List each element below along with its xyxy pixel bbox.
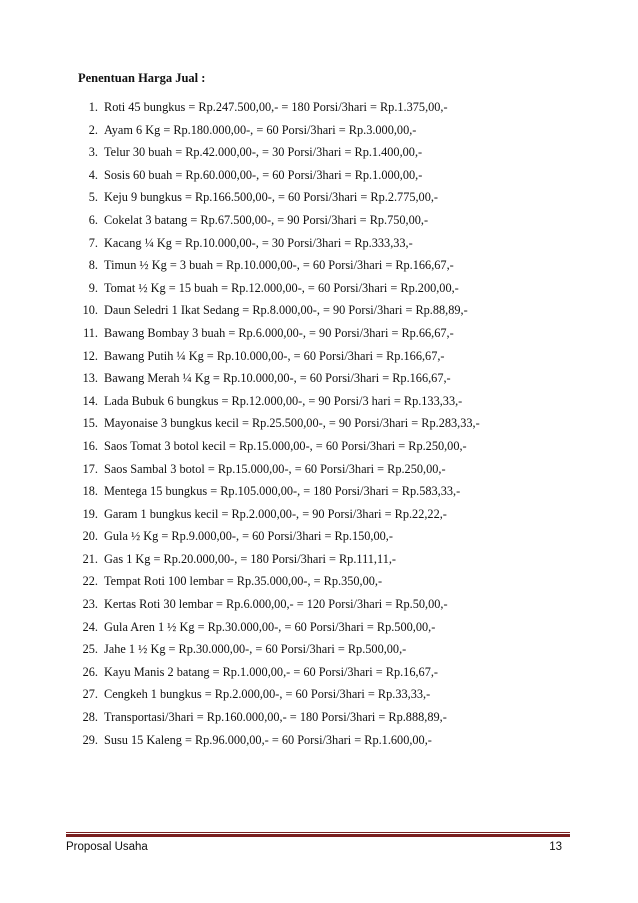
list-item bbox=[78, 277, 578, 300]
list-item bbox=[78, 412, 578, 435]
item-text: Mentega 15 bungkus = Rp.105.000,00-, = 180 Porsi/3hari = Rp.583,33,- bbox=[104, 484, 461, 499]
item-number: 27. bbox=[82, 687, 98, 702]
list-item bbox=[78, 593, 578, 616]
list-item bbox=[78, 367, 578, 390]
item-text: Mayonaise 3 bungkus kecil = Rp.25.500,00-, = 90 Porsi/3hari = Rp.283,33,- bbox=[104, 416, 480, 431]
list-item bbox=[78, 299, 578, 322]
item-text: Kayu Manis 2 batang = Rp.1.000,00,- = 60 Porsi/3hari = Rp.16,67,- bbox=[104, 664, 439, 679]
list-item bbox=[78, 616, 578, 639]
list-item bbox=[78, 503, 578, 526]
list-item bbox=[78, 570, 578, 593]
item-text: Transportasi/3hari = Rp.160.000,00,- = 180 Porsi/3hari = Rp.888,89,- bbox=[104, 710, 447, 725]
item-text: Daun Seledri 1 Ikat Sedang = Rp.8.000,00-, = 90 Porsi/3hari = Rp.88,89,- bbox=[104, 303, 468, 318]
item-number: 6. bbox=[88, 212, 98, 227]
item-number: 26. bbox=[82, 664, 98, 679]
list-item bbox=[78, 390, 578, 413]
item-number: 15. bbox=[82, 416, 98, 431]
item-text: Susu 15 Kaleng = Rp.96.000,00,- = 60 Porsi/3hari = Rp.1.600,00,- bbox=[104, 732, 432, 747]
item-text: Cengkeh 1 bungkus = Rp.2.000,00-, = 60 Porsi/3hari = Rp.33,33,- bbox=[104, 687, 431, 702]
footer-document-title: Proposal Usaha bbox=[66, 841, 148, 853]
item-text: Gas 1 Kg = Rp.20.000,00-, = 180 Porsi/3hari = Rp.111,11,- bbox=[104, 551, 397, 566]
item-text: Bawang Merah ¼ Kg = Rp.10.000,00-, = 60 Porsi/3hari = Rp.166,67,- bbox=[104, 371, 451, 386]
list-item bbox=[78, 525, 578, 548]
item-text: Tempat Roti 100 lembar = Rp.35.000,00-, = Rp.350,00,- bbox=[104, 574, 383, 589]
item-number: 16. bbox=[82, 438, 98, 453]
item-text: Kacang ¼ Kg = Rp.10.000,00-, = 30 Porsi/3hari = Rp.333,33,- bbox=[104, 235, 413, 250]
list-item bbox=[78, 480, 578, 503]
list-item bbox=[78, 254, 578, 277]
item-number: 29. bbox=[82, 732, 98, 747]
item-number: 3. bbox=[88, 145, 98, 160]
item-text: Saos Sambal 3 botol = Rp.15.000,00-, = 60 Porsi/3hari = Rp.250,00,- bbox=[104, 461, 446, 476]
item-number: 5. bbox=[88, 190, 98, 205]
item-text: Roti 45 bungkus = Rp.247.500,00,- = 180 Porsi/3hari = Rp.1.375,00,- bbox=[104, 100, 448, 114]
item-number: 4. bbox=[88, 167, 98, 182]
list-item bbox=[78, 141, 578, 164]
list-item bbox=[78, 232, 578, 255]
item-number: 8. bbox=[88, 258, 98, 273]
list-item bbox=[78, 458, 578, 481]
item-number: 23. bbox=[82, 597, 98, 612]
item-text: Gula Aren 1 ½ Kg = Rp.30.000,00-, = 60 Porsi/3hari = Rp.500,00,- bbox=[104, 619, 436, 634]
item-text: Timun ½ Kg = 3 buah = Rp.10.000,00-, = 60 Porsi/3hari = Rp.166,67,- bbox=[104, 258, 454, 273]
item-number: 19. bbox=[82, 506, 98, 521]
item-text: Saos Tomat 3 botol kecil = Rp.15.000,00-, = 60 Porsi/3hari = Rp.250,00,- bbox=[104, 438, 467, 453]
item-number: 28. bbox=[82, 710, 98, 725]
list-item bbox=[78, 729, 578, 752]
list-item bbox=[78, 435, 578, 458]
item-number: 25. bbox=[82, 642, 98, 657]
list-item bbox=[78, 548, 578, 571]
item-text: Jahe 1 ½ Kg = Rp.30.000,00-, = 60 Porsi/3hari = Rp.500,00,- bbox=[104, 642, 407, 657]
footer-page-number: 13 bbox=[549, 841, 562, 853]
footer-divider-thin bbox=[66, 832, 570, 833]
item-number: 17. bbox=[82, 461, 98, 476]
item-text: Cokelat 3 batang = Rp.67.500,00-, = 90 Porsi/3hari = Rp.750,00,- bbox=[104, 212, 429, 227]
item-number: 14. bbox=[82, 393, 98, 408]
price-list bbox=[78, 96, 578, 751]
item-text: Bawang Bombay 3 buah = Rp.6.000,00-, = 90 Porsi/3hari = Rp.66,67,- bbox=[104, 325, 454, 340]
item-text: Keju 9 bungkus = Rp.166.500,00-, = 60 Porsi/3hari = Rp.2.775,00,- bbox=[104, 190, 439, 205]
list-item bbox=[78, 119, 578, 142]
item-text: Ayam 6 Kg = Rp.180.000,00-, = 60 Porsi/3hari = Rp.3.000,00,- bbox=[104, 122, 417, 137]
footer-divider-thick bbox=[66, 834, 570, 837]
section-heading: Penentuan Harga Jual : bbox=[78, 71, 206, 85]
item-number: 18. bbox=[82, 484, 98, 499]
item-text: Bawang Putih ¼ Kg = Rp.10.000,00-, = 60 Porsi/3hari = Rp.166,67,- bbox=[104, 348, 445, 363]
list-item bbox=[78, 345, 578, 368]
list-item bbox=[78, 322, 578, 345]
list-item bbox=[78, 164, 578, 187]
item-number: 2. bbox=[88, 122, 98, 137]
item-text: Kertas Roti 30 lembar = Rp.6.000,00,- = 120 Porsi/3hari = Rp.50,00,- bbox=[104, 597, 448, 612]
item-number: 9. bbox=[88, 280, 98, 295]
item-text: Telur 30 buah = Rp.42.000,00-, = 30 Porsi/3hari = Rp.1.400,00,- bbox=[104, 145, 423, 160]
item-text: Gula ½ Kg = Rp.9.000,00-, = 60 Porsi/3hari = Rp.150,00,- bbox=[104, 529, 393, 544]
item-text: Lada Bubuk 6 bungkus = Rp.12.000,00-, = 90 Porsi/3 hari = Rp.133,33,- bbox=[104, 393, 463, 408]
list-item bbox=[78, 661, 578, 684]
list-item bbox=[78, 638, 578, 661]
list-item bbox=[78, 683, 578, 706]
item-number: 11. bbox=[83, 325, 98, 340]
list-item bbox=[78, 96, 578, 119]
item-number: 21. bbox=[82, 551, 98, 566]
item-number: 12. bbox=[82, 348, 98, 363]
item-text: Tomat ½ Kg = 15 buah = Rp.12.000,00-, = 60 Porsi/3hari = Rp.200,00,- bbox=[104, 280, 459, 295]
item-text: Sosis 60 buah = Rp.60.000,00-, = 60 Porsi/3hari = Rp.1.000,00,- bbox=[104, 167, 423, 182]
item-number: 13. bbox=[82, 371, 98, 386]
list-item bbox=[78, 706, 578, 729]
item-text: Garam 1 bungkus kecil = Rp.2.000,00-, = 90 Porsi/3hari = Rp.22,22,- bbox=[104, 506, 447, 521]
item-number: 20. bbox=[82, 529, 98, 544]
list-item bbox=[78, 209, 578, 232]
list-item bbox=[78, 186, 578, 209]
item-number: 22. bbox=[82, 574, 98, 589]
item-number: 10. bbox=[82, 303, 98, 318]
item-number: 1. bbox=[88, 100, 98, 114]
item-number: 7. bbox=[88, 235, 98, 250]
item-number: 24. bbox=[82, 619, 98, 634]
